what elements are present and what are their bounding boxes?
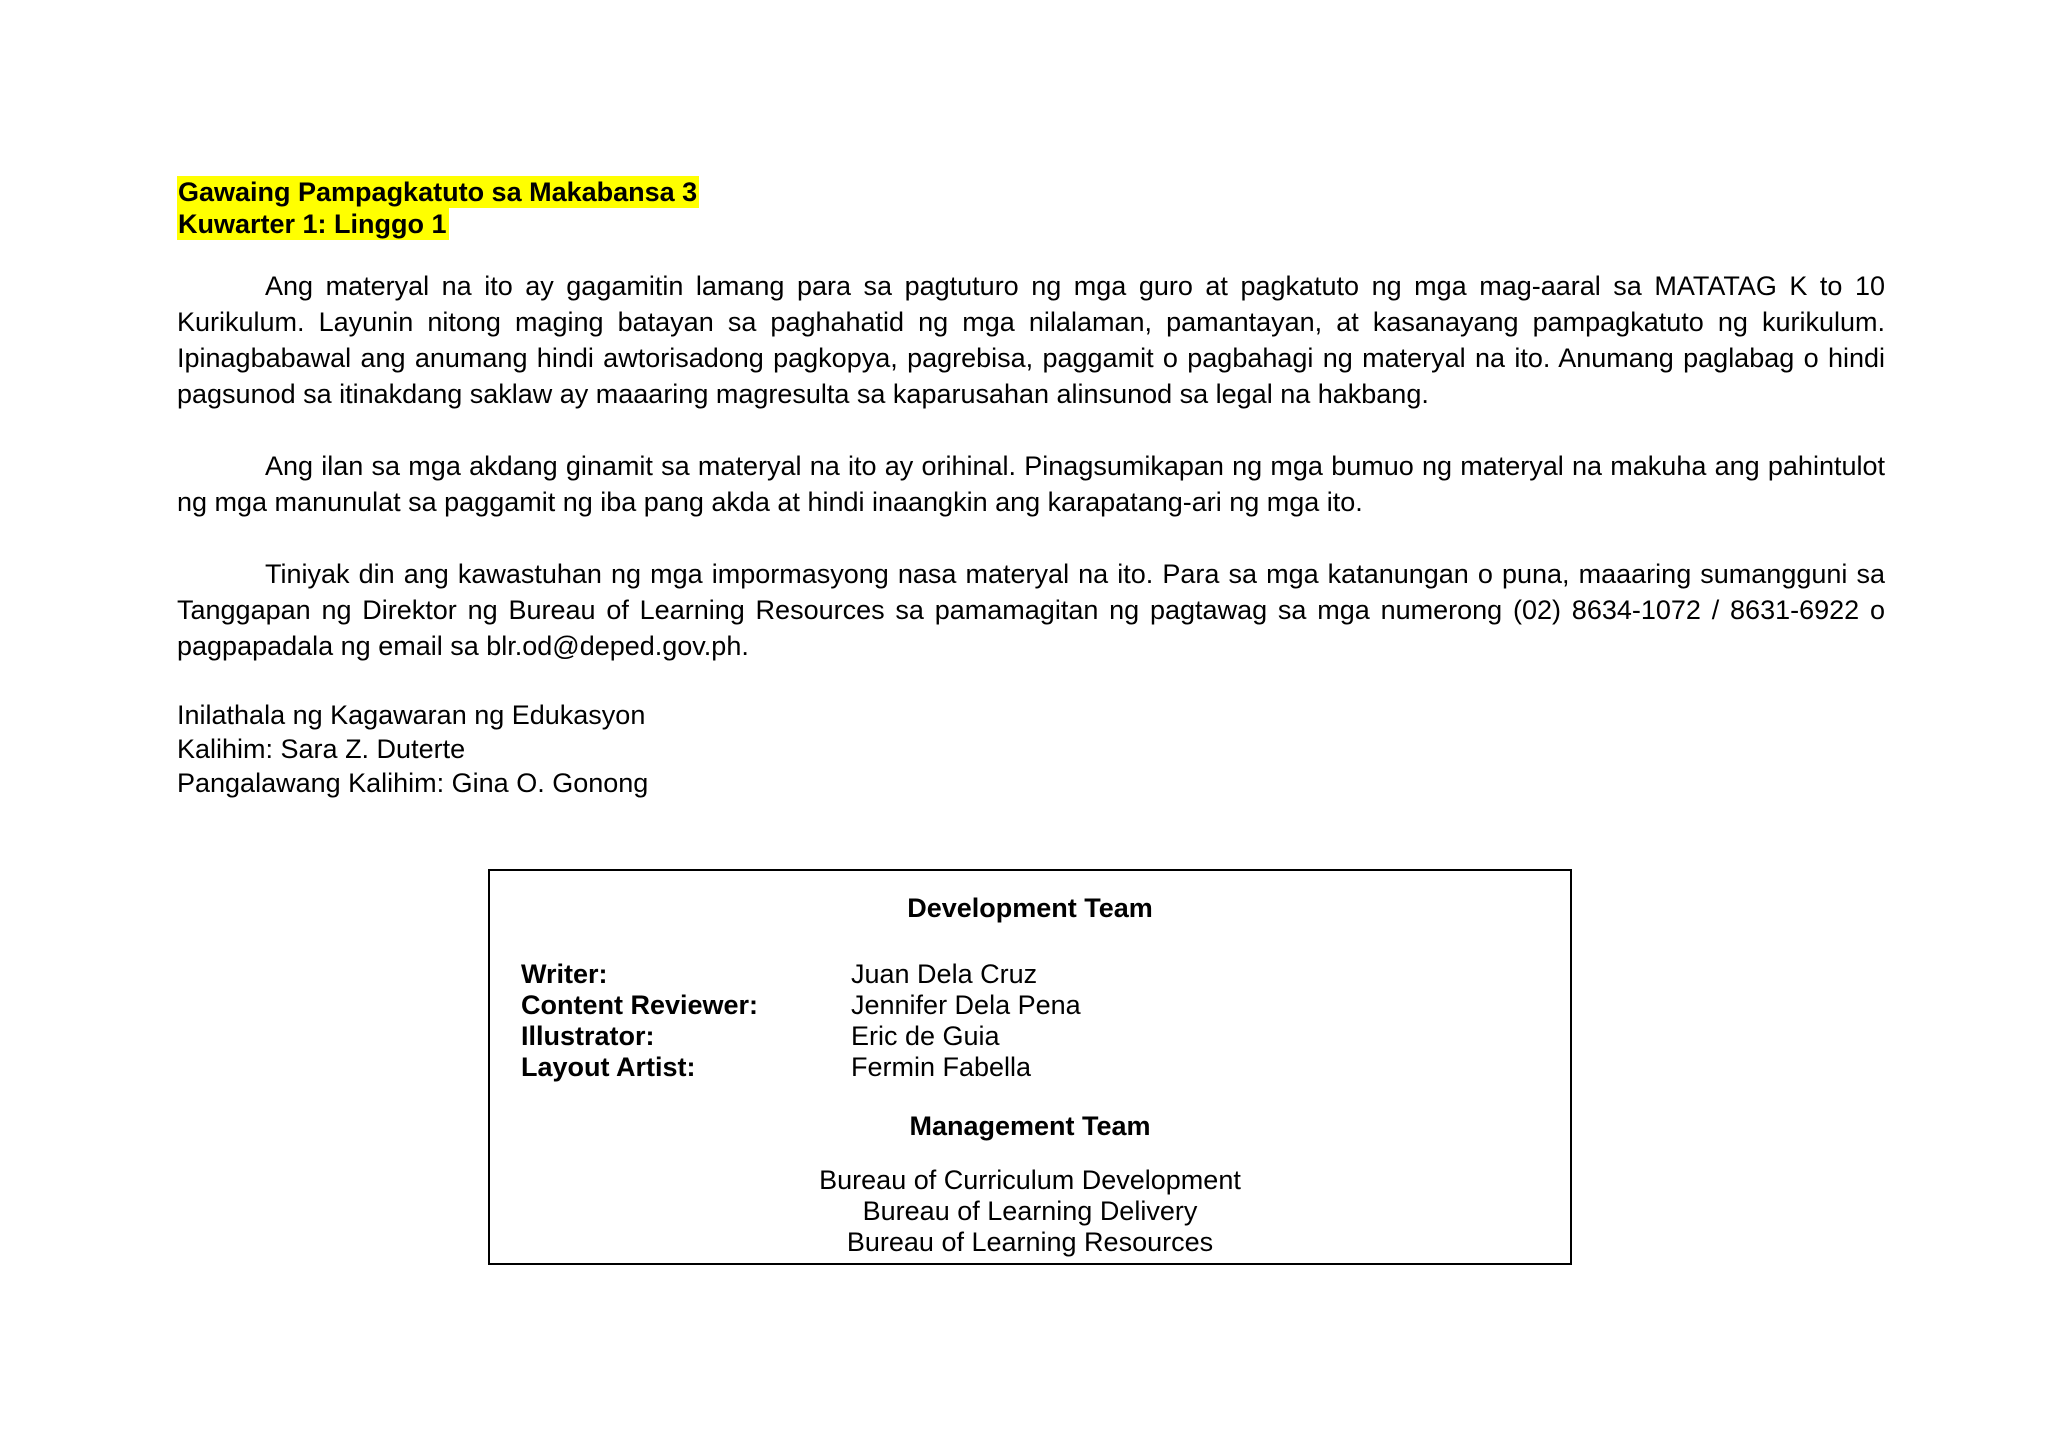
credit-row-writer xyxy=(521,959,1081,990)
team-credits-box xyxy=(488,869,1572,1265)
document-header xyxy=(177,176,699,240)
paragraph-usage-notice: Ang materyal na ito ay gagamitin lamang para sa pagtuturo ng mga guro at pagkatuto ng mga mag-aaral sa MATATAG K to 10 Kurikulum. Layunin nitong maging batayan sa paghahatid ng mga nilalaman, pamantayan, at kasanayang pampagkatuto ng kurikulum. Ipinagbabawal ang anumang hindi awtorisadong pagkopya, pagrebisa, paggamit o pagbahagi ng materyal na ito. Anumang paglabag o hindi pagsunod sa itinakdang saklaw ay maaaring magresulta sa kaparusahan alinsunod sa legal na hakbang. xyxy=(177,271,1885,409)
document-subtitle: Kuwarter 1: Linggo 1 xyxy=(178,209,447,239)
document-title: Gawaing Pampagkatuto sa Makabansa 3 xyxy=(178,177,698,207)
credit-row-layout-artist xyxy=(521,1052,1081,1083)
bureau-learning-resources: Bureau of Learning Resources xyxy=(846,1227,1214,1257)
secretary-line: Kalihim: Sara Z. Duterte xyxy=(177,734,466,764)
bureau-learning-delivery: Bureau of Learning Delivery xyxy=(862,1196,1198,1226)
paragraph-contact-notice: Tiniyak din ang kawastuhan ng mga impormasyong nasa materyal na ito. Para sa mga katanungan o puna, maaaring sumangguni sa Tanggapan ng Direktor ng Bureau of Learning Resources sa pamamagitan ng pagtawag sa mga numerong (02) 8634-1072 / 8631-6922 o pagpapadala ng email sa blr.od@deped.gov.ph. xyxy=(177,559,1885,661)
management-team-title: Management Team xyxy=(909,1111,1151,1141)
management-team-bureaus xyxy=(490,1165,1570,1258)
credit-role: Layout Artist: xyxy=(521,1052,696,1082)
body-text xyxy=(177,268,1885,700)
undersecretary-line: Pangalawang Kalihim: Gina O. Gonong xyxy=(177,768,649,798)
credit-name: Jennifer Dela Pena xyxy=(851,990,1081,1020)
credit-row-illustrator xyxy=(521,1021,1081,1052)
credit-role: Writer: xyxy=(521,959,608,989)
credit-name: Fermin Fabella xyxy=(851,1052,1032,1082)
development-team-credits xyxy=(521,959,1081,1083)
credit-row-content-reviewer xyxy=(521,990,1081,1021)
bureau-curriculum-development: Bureau of Curriculum Development xyxy=(819,1165,1241,1195)
publisher-line: Inilathala ng Kagawaran ng Edukasyon xyxy=(177,700,646,730)
development-team-title: Development Team xyxy=(907,893,1153,923)
credit-name: Eric de Guia xyxy=(851,1021,1000,1051)
credit-name: Juan Dela Cruz xyxy=(851,959,1038,989)
credit-role: Content Reviewer: xyxy=(521,990,759,1020)
publication-info xyxy=(177,698,648,800)
credit-role: Illustrator: xyxy=(521,1021,655,1051)
paragraph-originality-notice: Ang ilan sa mga akdang ginamit sa materyal na ito ay orihinal. Pinagsumikapan ng mga bumuo ng materyal na makuha ang pahintulot ng mga manunulat sa paggamit ng iba pang akda at hindi inaangkin ang karapatang-ari ng mga ito. xyxy=(177,451,1885,517)
